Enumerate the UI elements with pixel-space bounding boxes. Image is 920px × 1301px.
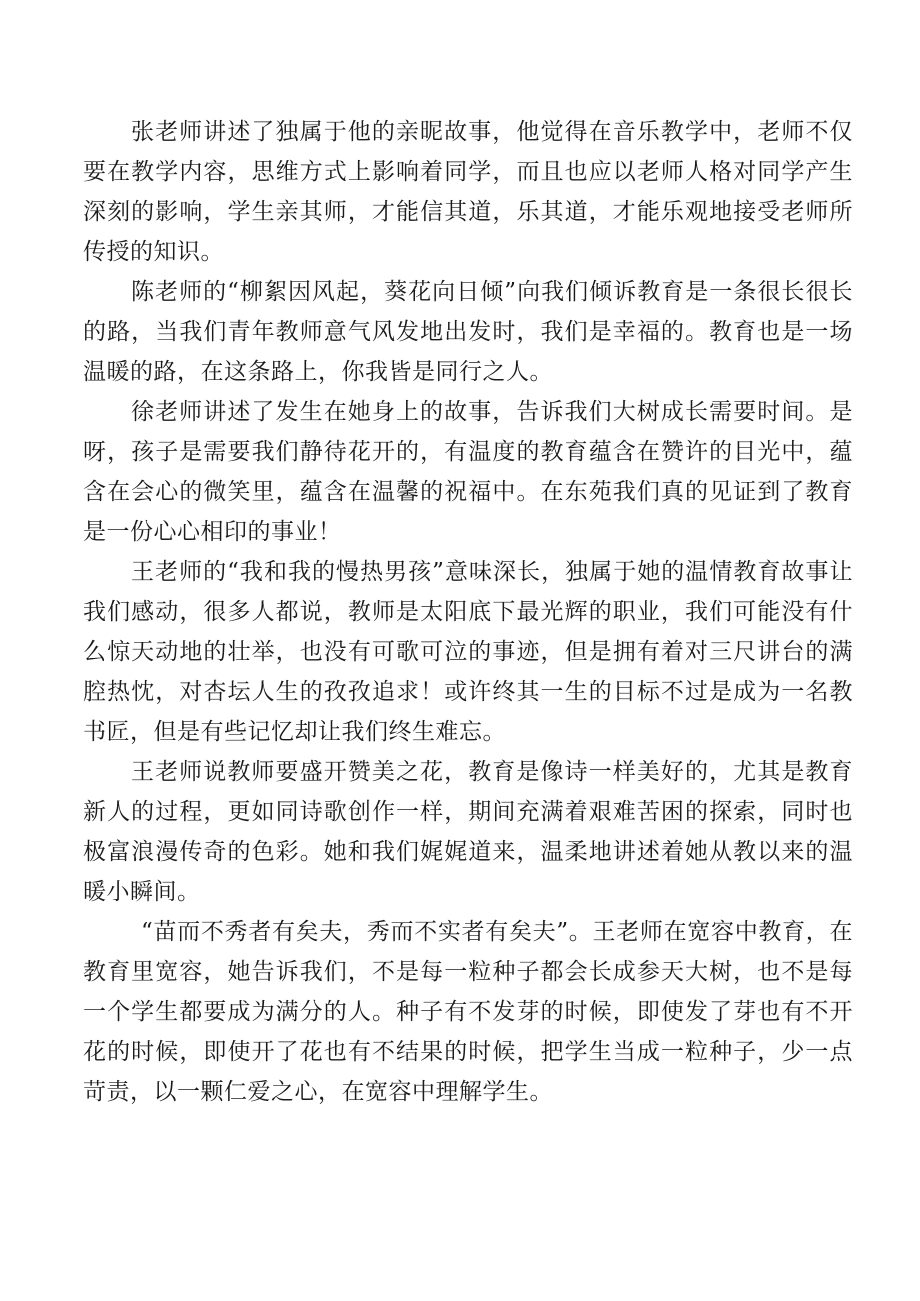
paragraph-xu: 徐老师讲述了发生在她身上的故事，告诉我们大树成长需要时间。是呀，孩子是需要我们静待花开的，有温度的教育蕴含在赞许的目光中，蕴含在会心的微笑里，蕴含在温馨的祝福中。在东苑我们真的见证到了教育是一份心心相印的事业！ bbox=[83, 399, 853, 545]
paragraph-zhang: 张老师讲述了独属于他的亲昵故事，他觉得在音乐教学中，老师不仅要在教学内容，思维方式上影响着同学，而且也应以老师人格对同学产生深刻的影响，学生亲其师，才能信其道，乐其道，才能乐观地接受老师所传授的知识。 bbox=[83, 119, 853, 265]
paragraph-chen: 陈老师的“柳絮因风起，葵花向日倾”向我们倾诉教育是一条很长很长的路，当我们青年教师意气风发地出发时，我们是幸福的。教育也是一场温暖的路，在这条路上，你我皆是同行之人。 bbox=[83, 279, 853, 385]
paragraph-wang-tolerance: “苗而不秀者有矣夫，秀而不实者有矣夫”。王老师在宽容中教育，在教育里宽容，她告诉我们，不是每一粒种子都会长成参天大树，也不是每一个学生都要成为满分的人。种子有不发芽的时候，即使发了芽也有不开花的时候，即使开了花也有不结果的时候，把学生当成一粒种子，少一点苛责，以一颗仁爱之心，在宽容中理解学生。 bbox=[83, 919, 853, 1105]
paragraph-wang-slow-boy: 王老师的“我和我的慢热男孩”意味深长，独属于她的温情教育故事让我们感动，很多人都说，教师是太阳底下最光辉的职业，我们可能没有什么惊天动地的壮举，也没有可歌可泣的事迹，但是拥有着对三尺讲台的满腔热忱，对杏坛人生的孜孜追求！或许终其一生的目标不过是成为一名教书匠，但是有些记忆却让我们终生难忘。 bbox=[83, 559, 853, 745]
paragraph-wang-praise: 王老师说教师要盛开赞美之花，教育是像诗一样美好的，尤其是教育新人的过程，更如同诗歌创作一样，期间充满着艰难苦困的探索，同时也极富浪漫传奇的色彩。她和我们娓娓道来，温柔地讲述着她从教以来的温暖小瞬间。 bbox=[83, 759, 853, 905]
document-body bbox=[83, 112, 853, 1112]
